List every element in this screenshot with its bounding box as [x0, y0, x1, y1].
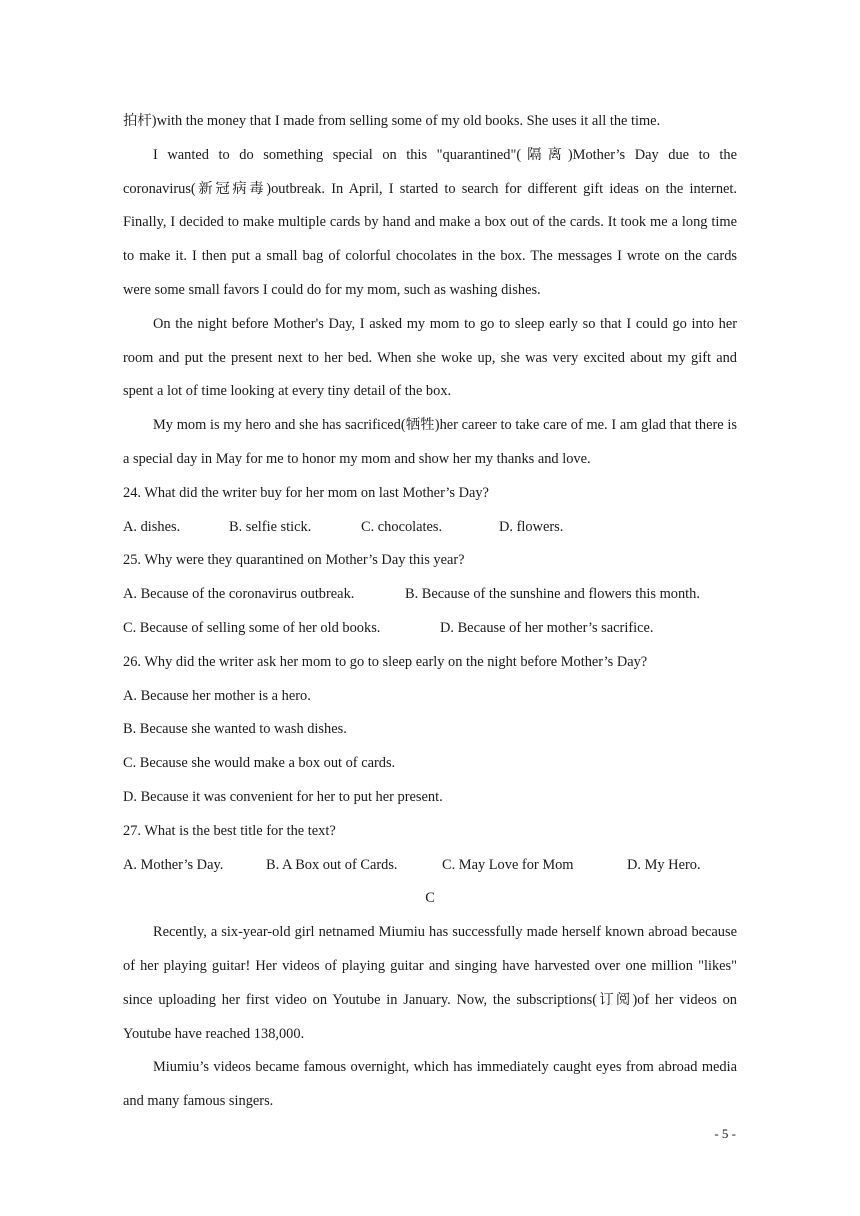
option-27-b: B. A Box out of Cards. — [266, 856, 398, 873]
question-26-stem: 26. Why did the writer ask her mom to go to sleep early on the night before Mother’s Day? — [123, 653, 648, 670]
section-c-heading: C — [425, 890, 435, 907]
option-25-b: B. Because of the sunshine and flowers this month. — [405, 586, 700, 603]
page-number: - 5 - — [714, 1126, 736, 1141]
paragraph-night-before: On the night before Mother's Day, I asked my mom to go to sleep early so that I could go into her room and put the present next to her bed. When she woke up, she was very excited about my gift and spent a lot of time looking at every tiny detail of the box. — [123, 315, 737, 400]
option-27-c: C. May Love for Mom — [442, 856, 574, 873]
option-26-a: A. Because her mother is a hero. — [123, 687, 311, 704]
question-27-options — [123, 849, 737, 883]
question-24-options — [123, 511, 737, 545]
question-24-stem: 24. What did the writer buy for her mom on last Mother’s Day? — [123, 484, 489, 501]
option-24-a: A. dishes. — [123, 518, 181, 535]
option-24-d: D. flowers. — [499, 518, 564, 535]
option-25-a: A. Because of the coronavirus outbreak. — [123, 586, 355, 603]
option-26-d: D. Because it was convenient for her to put her present. — [123, 788, 443, 805]
option-27-d: D. My Hero. — [627, 856, 701, 873]
option-27-a: A. Mother’s Day. — [123, 856, 224, 873]
paragraph-miumiu-famous: Miumiu’s videos became famous overnight, which has immediately caught eyes from abroad media and many famous singers. — [123, 1059, 737, 1110]
option-24-c: C. chocolates. — [361, 518, 443, 535]
question-25-stem: 25. Why were they quarantined on Mother’s Day this year? — [123, 552, 465, 569]
option-26-b: B. Because she wanted to wash dishes. — [123, 721, 347, 738]
question-25-options-row2 — [123, 612, 737, 646]
question-27-stem: 27. What is the best title for the text? — [123, 822, 336, 839]
option-24-b: B. selfie stick. — [229, 518, 312, 535]
option-25-c: C. Because of selling some of her old books. — [123, 619, 381, 636]
option-25-d: D. Because of her mother’s sacrifice. — [440, 619, 654, 636]
document-page — [123, 105, 737, 1119]
paragraph-continued: 拍杆)with the money that I made from selling some of my old books. She uses it all the time. — [123, 113, 661, 129]
option-26-c: C. Because she would make a box out of cards. — [123, 755, 396, 772]
question-25-options-row1 — [123, 578, 737, 612]
paragraph-gift-idea: I wanted to do something special on this "quarantined"(隔离)Mother’s Day due to the coronavirus(新冠病毒)outbreak. In April, I started to search for different gift ideas on the internet. Finally, I decided to make multiple cards by hand and make a box out of the cards. It took me a long time to make it. I then put a small bag of colorful chocolates in the box. The messages I wrote on the cards were some small favors I could do for my mom, such as washing dishes. — [123, 146, 737, 298]
paragraph-miumiu-intro: Recently, a six-year-old girl netnamed Miumiu has successfully made herself known abroad because of her playing guitar! Her videos of playing guitar and singing have harvested over one million "likes" since uploading her first video on Youtube in January. Now, the subscriptions(订阅)of her videos on Youtube have reached 138,000. — [123, 924, 737, 1042]
paragraph-hero: My mom is my hero and she has sacrificed(牺牲)her career to take care of me. I am glad that there is a special day in May for me to honor my mom and show her my thanks and love. — [123, 417, 737, 467]
